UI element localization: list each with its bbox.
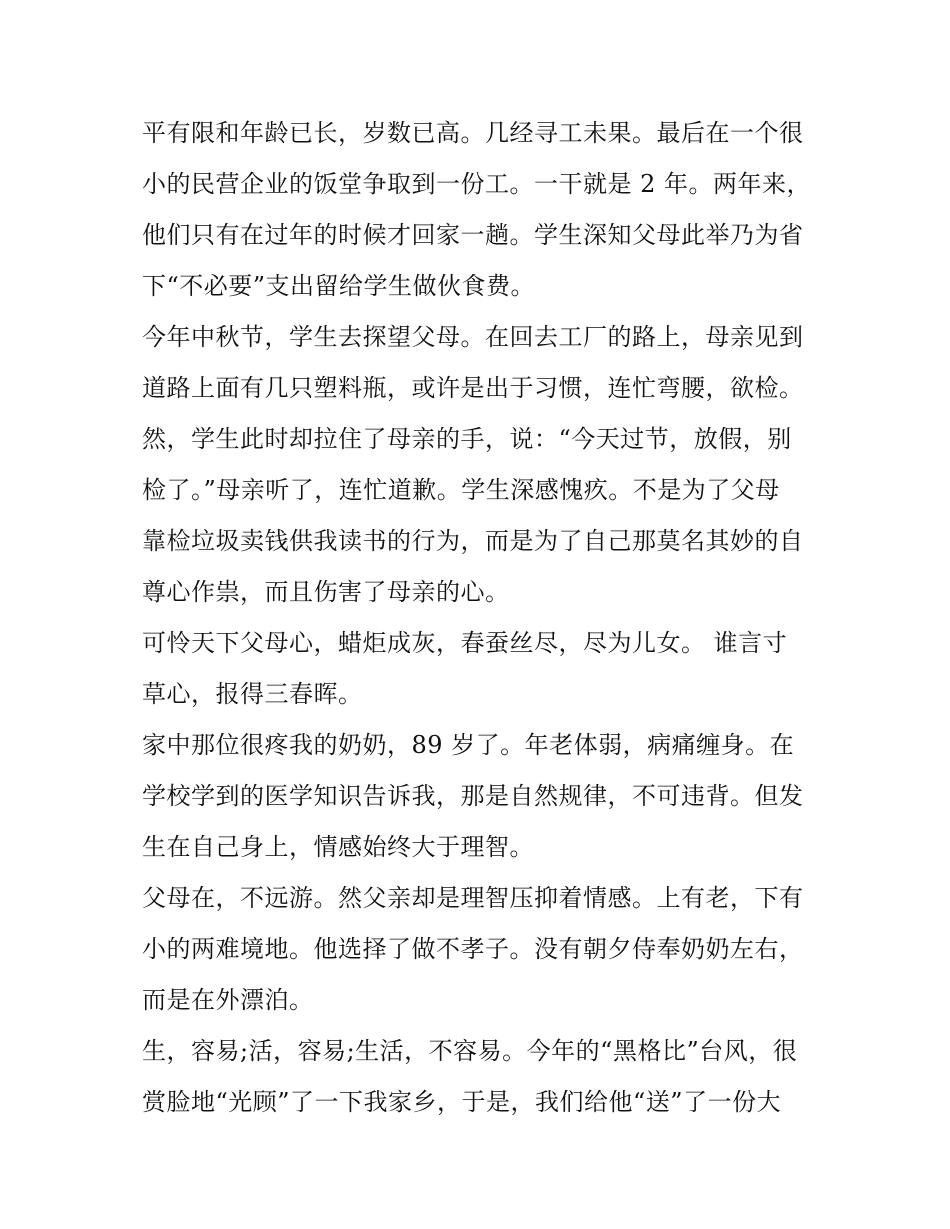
text-line: 道路上面有几只塑料瓶，或许是出于习惯，连忙弯腰，欲检。	[142, 374, 804, 402]
text-line: 生，容易;活，容易;生活，不容易。今年的“黑格比”台风，很	[142, 1037, 798, 1065]
text-line: 学校学到的医学知识告诉我，那是自然规律，不可违背。但发	[142, 782, 804, 810]
text-line: 尊心作祟，而且伤害了母亲的心。	[142, 578, 510, 606]
text-line: 小的两难境地。他选择了做不孝子。没有朝夕侍奉奶奶左右，	[142, 935, 804, 963]
text-line: 草心，报得三春晖。	[142, 680, 363, 708]
text-line: 小的民营企业的饭堂争取到一份工。一干就是 2 年。两年来，	[142, 170, 812, 198]
text-line: 父母在，不远游。然父亲却是理智压抑着情感。上有老，下有	[142, 884, 804, 912]
text-line: 赏脸地“光顾”了一下我家乡，于是，我们给他“送”了一份大	[142, 1088, 782, 1116]
text-line: 靠检垃圾卖钱供我读书的行为，而是为了自己那莫名其妙的自	[142, 527, 804, 555]
text-line: 他们只有在过年的时候才回家一趟。学生深知父母此举乃为省	[142, 221, 804, 249]
text-line: 平有限和年龄已长，岁数已高。几经寻工未果。最后在一个很	[142, 119, 804, 147]
text-line: 今年中秋节，学生去探望父母。在回去工厂的路上，母亲见到	[142, 323, 804, 351]
text-line: 生在自己身上，情感始终大于理智。	[142, 833, 534, 861]
text-line: 而是在外漂泊。	[142, 986, 314, 1014]
text-line: 然，学生此时却拉住了母亲的手，说：“今天过节，放假，别	[142, 425, 792, 453]
body-text	[142, 108, 814, 1128]
text-line: 下“不必要”支出留给学生做伙食费。	[142, 272, 536, 300]
text-line: 检了。”母亲听了，连忙道歉。学生深感愧疚。不是为了父母	[142, 476, 780, 504]
text-line: 家中那位很疼我的奶奶，89 岁了。年老体弱，病痛缠身。在	[142, 731, 795, 759]
text-line: 可怜天下父母心，蜡炬成灰，春蚕丝尽，尽为儿女。 谁言寸	[142, 629, 788, 657]
